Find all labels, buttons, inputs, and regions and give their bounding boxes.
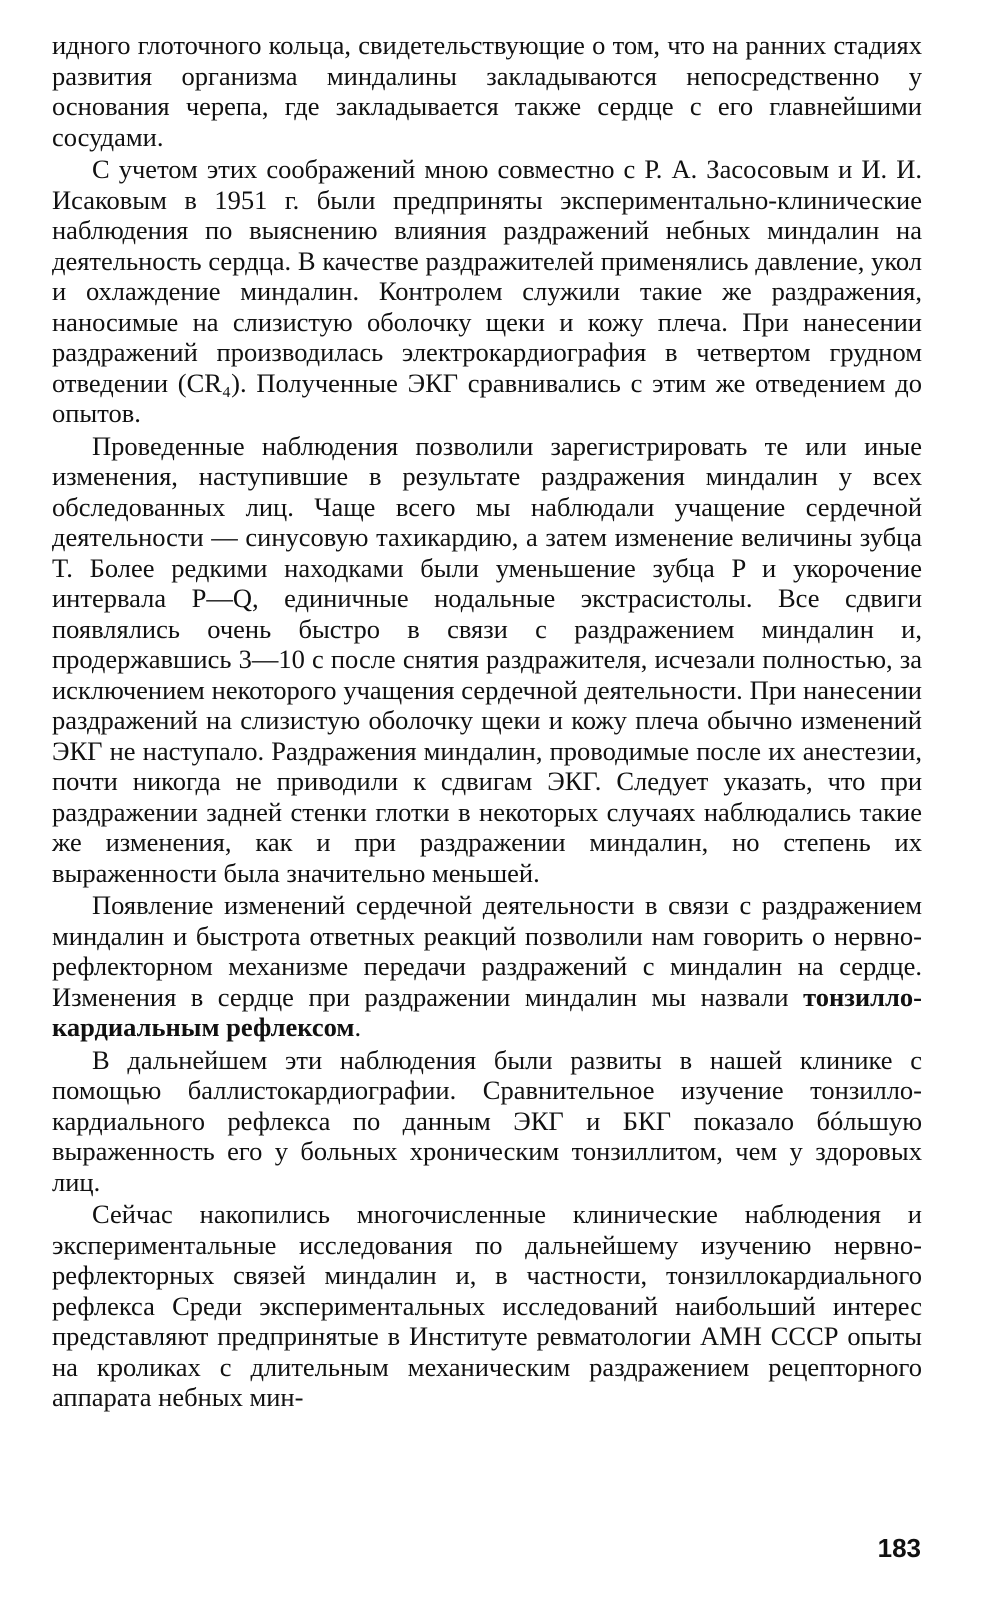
paragraph: идного глоточного кольца, свидетельствующие о том, что на ранних стадиях развития организма миндалины закладываются непосредственно у основания черепа, где закладывается также сердце с его главнейшими сосудами.: [52, 30, 922, 152]
paragraph: [52, 890, 922, 1043]
page-body: [52, 30, 922, 1415]
term-emphasis: тонзилло-кардиальным рефлексом: [52, 981, 922, 1042]
paragraph: Проведенные наблюдения позволили зарегистрировать те или иные изменения, наступившие в результате раздражения миндалин у всех обследованных лиц. Чаще всего мы наблюдали учащение сердечной деятельности — синусовую тахикардию, а затем изменение величины зубца T. Более редкими находками были уменьшение зубца P и укорочение интервала P—Q, единичные нодальные экстрасистолы. Все сдвиги появлялись очень быстро в связи с раздражением миндалин и, продержавшись 3—10 с после снятия раздражителя, исчезали полностью, за исключением некоторого учащения сердечной деятельности. При нанесении раздражений на слизистую оболочку щеки и кожу плеча обычно изменений ЭКГ не наступало. Раздражения миндалин, проводимые после их анестезии, почти никогда не приводили к сдвигам ЭКГ. Следует указать, что при раздражении задней стенки глотки в некоторых случаях наблюдались такие же изменения, как и при раздражении миндалин, но степень их выраженности была значительно меньшей.: [52, 430, 922, 888]
paragraph: Сейчас накопились многочисленные клинические наблюдения и экспериментальные исследования по дальнейшему изучению нервно-рефлекторных связей миндалин и, в частности, тонзиллокардиального рефлекса Среди экспериментальных исследований наибольший интерес представляют предпринятые в Институте ревматологии АМН СССР опыты на кроликах с длительным механическим раздражением рецепторного аппарата небных мин-: [52, 1199, 922, 1412]
paragraph-text: .: [354, 1012, 362, 1042]
paragraph: В дальнейшем эти наблюдения были развиты в нашей клинике с помощью баллистокардиографии. Сравнительное изучение тонзилло-кардиального рефлекса по данным ЭКГ и БКГ показало бóльшую выраженность его у больных хроническим тонзиллитом, чем у здоровых лиц.: [52, 1044, 922, 1197]
paragraph-text: Появление изменений сердечной деятельности в связи с раздражением миндалин и быстрота ответных реакций позволили нам говорить о нервно-рефлекторном механизме передачи раздражений с миндалин на сердце. Изменения в сердце при раздражении миндалин мы назвали: [52, 890, 922, 1012]
paragraph: С учетом этих соображений мною совместно с Р. А. Засосовым и И. И. Исаковым в 1951 г. были предприняты экспериментально-клинические наблюдения по выяснению влияния раздражений небных миндалин на деятельность сердца. В качестве раздражителей применялись давление, укол и охлаждение миндалин. Контролем служили такие же раздражения, наносимые на слизистую оболочку щеки и кожу плеча. При нанесении раздражений производилась электрокардиография в четвертом грудном отведении (CR₄). Полученные ЭКГ сравнивались с этим же отведением до опытов.: [52, 154, 922, 428]
page-number: 183: [877, 1533, 921, 1563]
